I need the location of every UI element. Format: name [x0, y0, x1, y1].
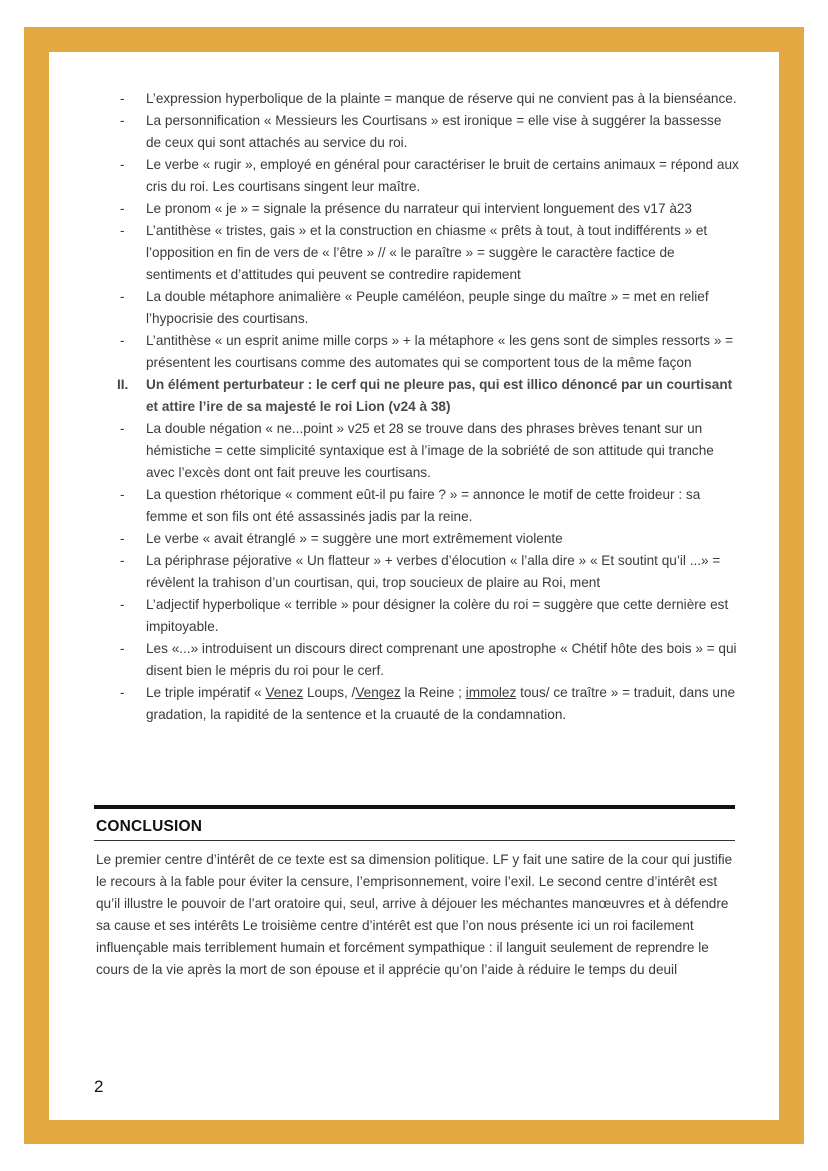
conclusion-title: CONCLUSION: [96, 818, 203, 835]
bullet-dash: -: [120, 201, 125, 216]
underlined-word: Venez: [265, 685, 304, 700]
bullet-list-part1: [119, 88, 739, 374]
list-item: - La périphrase péjorative « Un flatteur » + verbes d’élocution « l’alla dire » « Et soutint qu’il ...» = révèlent la trahison d’un courtisan, qui, trop soucieux de plaire au Roi, ment: [119, 550, 739, 594]
page-number: 2: [94, 1077, 104, 1096]
bullet-dash: -: [120, 597, 125, 612]
list-item: - Le verbe « rugir », employé en général pour caractériser le bruit de certains animaux = répond aux cris du roi. Les courtisans singent leur maître.: [119, 154, 739, 198]
list-item: - Le triple impératif « Venez Loups, /Vengez la Reine ; immolez tous/ ce traître » = traduit, dans une gradation, la rapidité de la sentence et la cruauté de la condamnation.: [119, 682, 739, 726]
underlined-word: immolez: [465, 685, 517, 700]
list-item: - L’adjectif hyperbolique « terrible » pour désigner la colère du roi = suggère que cette dernière est impitoyable.: [119, 594, 739, 638]
section-number: II.: [117, 377, 129, 392]
list-item: - L’antithèse « tristes, gais » et la construction en chiasme « prêts à tout, à tout indifférents » et l’opposition en fin de vers de « l’être » // « le paraître » = suggère le caractère factice de sentiments et d’attitudes qui peuvent se contredire rapidement: [119, 220, 739, 286]
bullet-dash: -: [120, 91, 125, 106]
bullet-dash: -: [120, 157, 125, 172]
section-heading-2: [119, 374, 739, 418]
conclusion-rule-bottom: [94, 840, 735, 841]
list-item: - La double métaphore animalière « Peuple caméléon, peuple singe du maître » = met en relief l’hypocrisie des courtisans.: [119, 286, 739, 330]
list-item: - L’antithèse « un esprit anime mille corps » + la métaphore « les gens sont de simples ressorts » = présentent les courtisans comme des automates qui se comportent tous de la même façon: [119, 330, 739, 374]
bullet-dash: -: [120, 553, 125, 568]
bullet-dash: -: [120, 531, 125, 546]
conclusion-paragraph: Le premier centre d’intérêt de ce texte est sa dimension politique. LF y fait une satire de la cour qui justifie le recours à la fable pour éviter la censure, l’emprisonnement, voire l’exil. Le second centre d’intérêt est qu’il illustre le pouvoir de l’art oratoire qui, seul, arrive à déjouer les méchantes manœuvres et à défendre sa cause et ses intérêts Le troisième centre d’intérêt est que l’on nous présente ici un roi facilement influençable mais terriblement humain et forcément sympathique : il languit seulement de reprendre le cours de la vie après la mort de son épouse et il apprécie qu’on l’aide à réduire le temps du deuil: [96, 852, 733, 977]
list-item: - Les «...» introduisent un discours direct comprenant une apostrophe « Chétif hôte des bois » = qui disent bien le mépris du roi pour le cerf.: [119, 638, 739, 682]
underlined-word: Vengez: [355, 685, 401, 700]
section-title: Un élément perturbateur : le cerf qui ne pleure pas, qui est illico dénoncé par un courtisant et attire l’ire de sa majesté le roi Lion (v24 à 38): [146, 377, 733, 414]
bullet-dash: -: [120, 113, 125, 128]
analysis-content: [119, 88, 739, 726]
bullet-dash: -: [120, 421, 125, 436]
bullet-dash: -: [120, 223, 125, 238]
list-item: - L’expression hyperbolique de la plainte = manque de réserve qui ne convient pas à la bienséance.: [119, 88, 739, 110]
list-item: - La double négation « ne...point » v25 et 28 se trouve dans des phrases brèves tenant sur un hémistiche = cette simplicité syntaxique est à l’image de la sobriété de son attitude qui tranche avec l’excès dont ont fait preuve les courtisans.: [119, 418, 739, 484]
bullet-dash: -: [120, 289, 125, 304]
list-item: - Le pronom « je » = signale la présence du narrateur qui intervient longuement des v17 à23: [119, 198, 739, 220]
bullet-dash: -: [120, 487, 125, 502]
bullet-dash: -: [120, 685, 125, 700]
list-item: - Le verbe « avait étranglé » = suggère une mort extrêmement violente: [119, 528, 739, 550]
bullet-list-part2: [119, 418, 739, 726]
list-item: - La question rhétorique « comment eût-il pu faire ? » = annonce le motif de cette froideur : sa femme et son fils ont été assassinés jadis par la reine.: [119, 484, 739, 528]
bullet-dash: -: [120, 333, 125, 348]
list-item: - La personnification « Messieurs les Courtisans » est ironique = elle vise à suggérer la bassesse de ceux qui sont attachés au service du roi.: [119, 110, 739, 154]
document-page: [49, 52, 779, 1120]
bullet-dash: -: [120, 641, 125, 656]
conclusion-section: [94, 805, 735, 981]
